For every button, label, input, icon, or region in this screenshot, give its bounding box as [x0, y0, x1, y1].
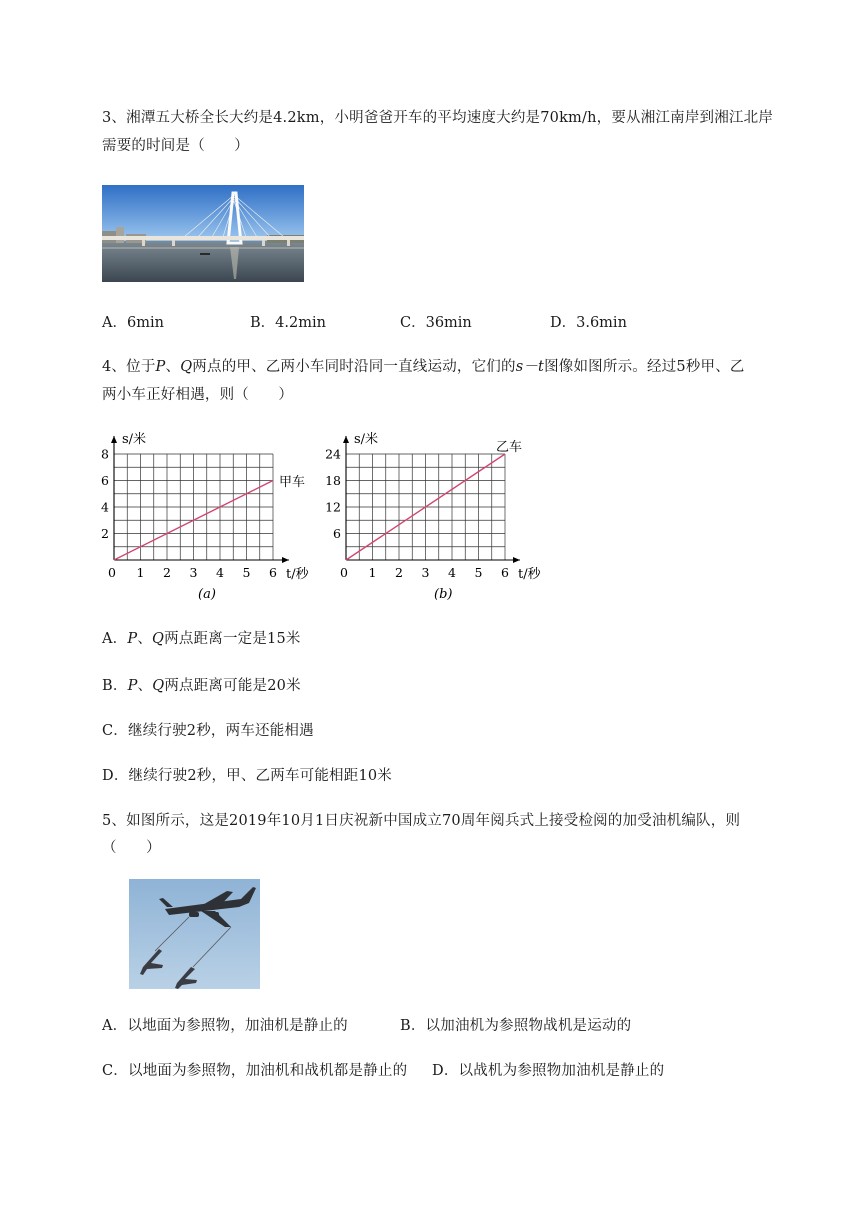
- x-tick-label: 5: [242, 565, 251, 580]
- q4-option-a: A．P、Q两点距离一定是15米: [102, 631, 301, 647]
- y-tick-label: 2: [101, 526, 109, 541]
- q4-option-d: D．继续行驶2秒，甲、乙两车可能相距10米: [102, 768, 392, 784]
- x-tick-label: 5: [474, 565, 483, 580]
- x-tick-label: 3: [189, 565, 198, 580]
- q4-option-c: C．继续行驶2秒，两车还能相遇: [102, 723, 314, 739]
- graph-b-axes: [346, 436, 523, 560]
- q3-option-a: A．6min: [102, 315, 164, 331]
- q5-option-d: D．以战机为参照物加油机是静止的: [432, 1063, 665, 1079]
- q5-stem-line2: （ ）: [102, 840, 161, 856]
- q5-option-c: C．以地面为参照物，加油机和战机都是静止的: [102, 1063, 408, 1079]
- x-tick-label: 6: [501, 565, 509, 580]
- q5-option-b: B．以加油机为参照物战机是运动的: [400, 1018, 632, 1034]
- graph-b-xlabel: t/秒: [518, 567, 541, 582]
- x-tick-label: 1: [136, 565, 145, 580]
- graph-b-caption: (b): [434, 587, 453, 602]
- x-tick-label: 6: [269, 565, 277, 580]
- y-tick-label: 6: [333, 526, 341, 541]
- y-tick-label: 6: [101, 473, 109, 488]
- q4-stem-line1: 4、位于P、Q两点的甲、乙两小车同时沿同一直线运动，它们的s－t图像如图所示。经过5秒甲、乙: [102, 359, 745, 375]
- graph-a: [101, 431, 310, 602]
- graph-a-ylabel: s/米: [122, 432, 147, 447]
- q5-option-a: A．以地面为参照物，加油机是静止的: [102, 1018, 348, 1034]
- q3-option-b: B．4.2min: [250, 315, 326, 331]
- y-tick-label: 12: [325, 499, 341, 515]
- q3-option-c: C．36min: [400, 315, 472, 331]
- graph-b-line-label: 乙车: [496, 440, 523, 455]
- q3-option-d: D．3.6min: [550, 315, 627, 331]
- y-tick-label: 18: [325, 473, 341, 488]
- graph-a-grid: [114, 454, 273, 560]
- x-tick-label: 0: [340, 565, 348, 580]
- graph-a-line-label: 甲车: [279, 475, 306, 490]
- q4-stem-line2: 两小车正好相遇，则（ ）: [102, 387, 294, 403]
- graph-b-y-arrow: [343, 436, 349, 443]
- graph-a-y-arrow: [111, 436, 117, 443]
- q3-stem-line2: 需要的时间是（ ）: [102, 138, 249, 154]
- graph-b: [325, 431, 542, 602]
- y-tick-label: 4: [101, 499, 109, 515]
- refueling-aircraft-photo: [129, 879, 260, 989]
- q3-stem-line1: 3、湘潭五大桥全长大约是4.2km，小明爸爸开车的平均速度大约是70km/h，要从湘江南岸到湘江北岸: [102, 110, 774, 126]
- x-tick-label: 4: [448, 565, 456, 580]
- graph-a-xlabel: t/秒: [286, 567, 309, 582]
- graph-b-x-arrow: [513, 557, 520, 563]
- x-tick-label: 0: [108, 565, 116, 580]
- graph-a-caption: (a): [198, 587, 216, 602]
- x-tick-label: 2: [395, 565, 403, 580]
- graph-a-x-arrow: [282, 557, 289, 563]
- x-tick-label: 4: [216, 565, 224, 580]
- q4-option-b: B．P、Q两点距离可能是20米: [102, 678, 301, 694]
- graph-b-ylabel: s/米: [354, 432, 379, 447]
- x-tick-label: 3: [421, 565, 430, 580]
- x-tick-label: 1: [368, 565, 377, 580]
- y-tick-label: 24: [325, 446, 341, 462]
- x-tick-label: 2: [163, 565, 171, 580]
- q5-stem-line1: 5、如图所示，这是2019年10月1日庆祝新中国成立70周年阅兵式上接受检阅的加受油机编队，则: [102, 813, 741, 829]
- y-tick-label: 8: [101, 446, 109, 462]
